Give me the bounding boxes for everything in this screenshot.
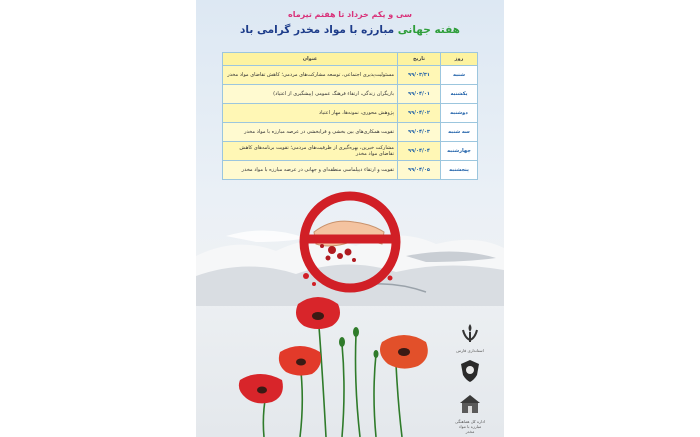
- row-date: ۹۹/۰۴/۰۳: [398, 123, 441, 142]
- table-row: [223, 66, 478, 85]
- poppy-flower: [239, 374, 283, 403]
- header-day: روز: [441, 53, 478, 66]
- row-date: ۹۹/۰۴/۰۱: [398, 85, 441, 104]
- logos-column: [452, 322, 488, 437]
- title-highlight: هفته جهانی: [397, 24, 460, 36]
- row-date: ۹۹/۰۴/۰۲: [398, 104, 441, 123]
- table-header-row: [223, 53, 478, 66]
- row-date: ۹۹/۰۳/۳۱: [398, 66, 441, 85]
- building-emblem-icon: [458, 393, 482, 415]
- poster-header-line: سی و یکم خرداد تا هفتم تیرماه: [287, 10, 413, 19]
- poppy-flower: [279, 346, 321, 376]
- row-day: دوشنبه: [441, 104, 478, 123]
- logo-caption-1: استانداری فارس: [456, 348, 484, 353]
- row-day: شنبه: [441, 66, 478, 85]
- iran-emblem-icon: [459, 322, 481, 344]
- police-emblem-logo: [455, 359, 485, 387]
- no-drugs-ban-icon: [292, 188, 408, 296]
- header-date: تاریخ: [398, 53, 441, 66]
- poppies-illustration: [226, 294, 456, 437]
- iran-emblem-logo: [455, 322, 485, 353]
- row-day: سه شنبه: [441, 123, 478, 142]
- row-topic: مشارکت خیرین، بهره‌گیری از ظرفیت‌های مردمی؛ تقویت برنامه‌های کاهش تقاضای مواد مخدر: [223, 142, 398, 161]
- row-date: ۹۹/۰۴/۰۵: [398, 161, 441, 180]
- row-topic: بازیگران زندگی، ارتقاء فرهنگ عمومی (پیشگیری از اعتیاد): [223, 85, 398, 104]
- row-topic: تقویت همکاری‌های بین بخشی و فرابخشی در عرصه مبارزه با مواد مخدر: [223, 123, 398, 142]
- row-date: ۹۹/۰۴/۰۴: [398, 142, 441, 161]
- row-day: چهارشنبه: [441, 142, 478, 161]
- poppy-flower: [380, 335, 428, 369]
- police-emblem-icon: [459, 359, 481, 383]
- poppy-flower: [296, 297, 340, 329]
- schedule-table: [222, 52, 478, 180]
- table-row: [223, 142, 478, 161]
- poster: [196, 0, 504, 437]
- table-row: [223, 161, 478, 180]
- row-topic: پژوهش محوری، نمونه‌ها، مهار اعتیاد: [223, 104, 398, 123]
- title-rest: مبارزه با مواد مخدر گرامی باد: [240, 24, 395, 36]
- table-row: [223, 85, 478, 104]
- row-topic: مسئولیت‌پذیری اجتماعی، توسعه مشارکت‌های مردمی؛ کاهش تقاضای مواد مخدر: [223, 66, 398, 85]
- row-topic: تقویت و ارتقاء دیپلماسی منطقه‌ای و جهانی در عرصه مبارزه با مواد مخدر: [223, 161, 398, 180]
- building-emblem-logo: [455, 393, 485, 434]
- row-day: یکشنبه: [441, 85, 478, 104]
- table-row: [223, 123, 478, 142]
- header-topic: عنوان: [223, 53, 398, 66]
- table-row: [223, 104, 478, 123]
- poster-title: [196, 24, 504, 36]
- row-day: پنجشنبه: [441, 161, 478, 180]
- logo-caption-2: اداره کل هماهنگی مبارزه با مواد مخدر: [454, 419, 485, 434]
